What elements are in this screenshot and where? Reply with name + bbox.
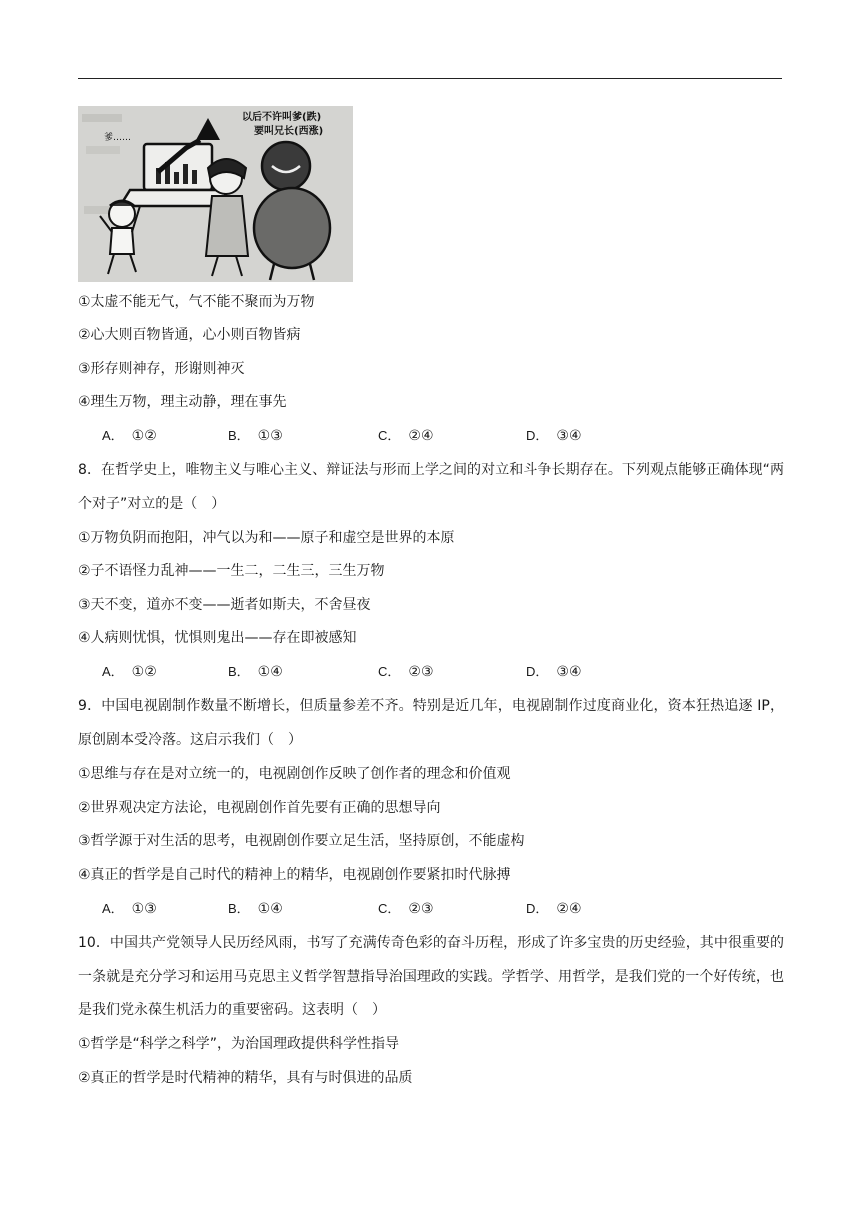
cartoon-image: [78, 106, 353, 282]
option-letter: A．: [102, 664, 124, 679]
header-rule: [78, 78, 782, 79]
q7-statement-4: ④理生万物，理主动静，理在事先: [78, 394, 287, 410]
q7-option-d[interactable]: [526, 426, 582, 446]
option-text: ②④: [556, 901, 582, 917]
q9-option-d[interactable]: [526, 899, 582, 919]
q7-statement-2: ②心大则百物皆通，心小则百物皆病: [78, 327, 301, 343]
q10-statement-2: ②真正的哲学是时代精神的精华，具有与时俱进的品质: [78, 1070, 413, 1086]
q9-option-b[interactable]: [228, 899, 283, 919]
q7-option-a[interactable]: [102, 426, 157, 446]
option-letter: D．: [526, 428, 549, 443]
q7-statement-3: ③形存则神存，形谢则神灭: [78, 361, 245, 377]
q9-statement-3: ③哲学源于对生活的思考，电视剧创作要立足生活，坚持原创，不能虚构: [78, 833, 525, 849]
cartoon-caption-line1: 以后不许叫爹(跌): [242, 112, 322, 123]
option-text: ②④: [408, 428, 434, 444]
q8-option-d[interactable]: [526, 662, 582, 682]
cartoon-drawing: [78, 106, 353, 282]
option-letter: D．: [526, 664, 549, 679]
option-letter: C．: [378, 428, 401, 443]
option-text: ①②: [131, 664, 157, 680]
option-text: ①③: [257, 428, 283, 444]
q9-stem: 9．中国电视剧制作数量不断增长，但质量参差不齐。特别是近几年，电视剧制作过度商业化，资本狂热追逐 IP，原创剧本受冷落。这启示我们（ ）: [78, 698, 784, 748]
q9-statement-4: ④真正的哲学是自己时代的精神上的精华，电视剧创作要紧扣时代脉搏: [78, 867, 511, 883]
option-letter: A．: [102, 428, 124, 443]
q9-option-c[interactable]: [378, 899, 434, 919]
q8-option-a[interactable]: [102, 662, 157, 682]
cartoon-small-label: 爹……: [104, 133, 132, 143]
q9-option-a[interactable]: [102, 899, 157, 919]
q7-option-c[interactable]: [378, 426, 434, 446]
option-text: ①③: [131, 901, 157, 917]
q10-statement-1: ①哲学是“科学之科学”，为治国理政提供科学性指导: [78, 1036, 400, 1052]
q9-statement-1: ①思维与存在是对立统一的，电视剧创作反映了创作者的理念和价值观: [78, 766, 511, 782]
q8-option-c[interactable]: [378, 662, 434, 682]
cartoon-caption-line2: 要叫兄长(西涨): [254, 126, 324, 137]
option-text: ②③: [408, 901, 434, 917]
q8-statement-2: ②子不语怪力乱神——一生二，二生三，三生万物: [78, 563, 385, 579]
option-text: ②③: [408, 664, 434, 680]
q8-statement-1: ①万物负阴而抱阳，冲气以为和——原子和虚空是世界的本原: [78, 530, 455, 546]
option-text: ①④: [257, 664, 283, 680]
option-text: ③④: [556, 428, 582, 444]
option-letter: B．: [228, 901, 250, 916]
option-text: ①②: [131, 428, 157, 444]
option-letter: D．: [526, 901, 549, 916]
option-letter: B．: [228, 428, 250, 443]
option-text: ③④: [556, 664, 582, 680]
q8-stem: 8．在哲学史上，唯物主义与唯心主义、辩证法与形而上学之间的对立和斗争长期存在。下列观点能够正确体现“两个对子”对立的是（ ）: [78, 462, 784, 512]
q9-statement-2: ②世界观决定方法论，电视剧创作首先要有正确的思想导向: [78, 800, 441, 816]
q10-stem: 10．中国共产党领导人民历经风雨，书写了充满传奇色彩的奋斗历程，形成了许多宝贵的历史经验，其中很重要的一条就是充分学习和运用马克思主义哲学智慧指导治国理政的实践。学哲学、用哲学，是我们党的一个好传统，也是我们党永葆生机活力的重要密码。这表明（ ）: [78, 935, 784, 1018]
q7-statement-1: ①太虚不能无气，气不能不聚而为万物: [78, 294, 315, 310]
q8-statement-3: ③天不变，道亦不变——逝者如斯夫，不舍昼夜: [78, 597, 371, 613]
option-letter: A．: [102, 901, 124, 916]
option-letter: B．: [228, 664, 250, 679]
option-letter: C．: [378, 664, 401, 679]
q8-statement-4: ④人病则忧惧，忧惧则鬼出——存在即被感知: [78, 630, 357, 646]
q7-option-b[interactable]: [228, 426, 283, 446]
option-letter: C．: [378, 901, 401, 916]
option-text: ①④: [257, 901, 283, 917]
q8-option-b[interactable]: [228, 662, 283, 682]
